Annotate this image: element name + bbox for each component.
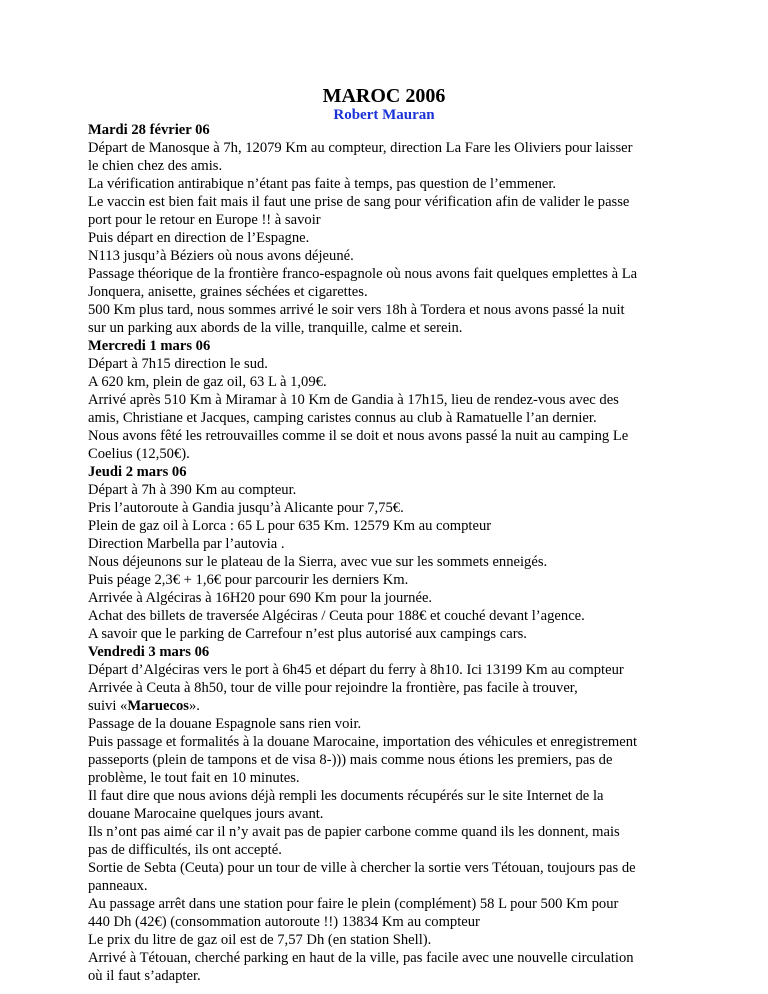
line-text: suivi «: [88, 698, 128, 714]
line-text: sur un parking aux abords de la ville, tranquille, calme et serein.: [88, 320, 463, 336]
text-line: [88, 589, 688, 607]
line-text: Arrivé après 510 Km à Miramar à 10 Km de Gandia à 17h15, lieu de rendez-vous avec des: [88, 392, 619, 408]
day-heading: [88, 643, 688, 661]
document-title: MAROC 2006: [322, 85, 446, 107]
text-line: [88, 823, 688, 841]
line-text: Le vaccin est bien fait mais il faut une prise de sang pour vérification afin de valider le passe: [88, 194, 630, 210]
text-line: [88, 877, 688, 895]
text-line: [88, 481, 688, 499]
text-line: [88, 751, 688, 769]
text-line: [88, 859, 688, 877]
day-heading: [88, 337, 688, 355]
line-text: Ils n’ont pas aimé car il n’y avait pas de papier carbone comme quand ils les donnent, mais: [88, 824, 620, 840]
text-line: [88, 661, 688, 679]
line-text: Puis passage et formalités à la douane Marocaine, importation des véhicules et enregistrement: [88, 734, 638, 750]
line-text: Achat des billets de traversée Algéciras / Ceuta pour 188€ et couché devant l’agence.: [88, 608, 585, 624]
line-text: problème, le tout fait en 10 minutes.: [88, 770, 300, 786]
line-text: Jeudi 2 mars 06: [88, 464, 187, 480]
text-line: [88, 157, 688, 175]
text-line: [88, 499, 688, 517]
text-line: [88, 229, 688, 247]
text-line: [88, 211, 688, 229]
text-line: [88, 319, 688, 337]
line-text: Départ à 7h15 direction le sud.: [88, 356, 268, 372]
line-text: le chien chez des amis.: [88, 158, 223, 174]
line-text-after: ».: [188, 698, 200, 714]
text-line: [88, 445, 688, 463]
text-line: [88, 625, 688, 643]
line-text: N113 jusqu’à Béziers où nous avons déjeuné.: [88, 248, 354, 264]
text-line: [88, 427, 688, 445]
text-line: [88, 517, 688, 535]
line-text: Départ de Manosque à 7h, 12079 Km au compteur, direction La Fare les Oliviers pour laisser: [88, 140, 633, 156]
line-text: Arrivée à Algéciras à 16H20 pour 690 Km pour la journée.: [88, 590, 433, 606]
line-text: douane Marocaine quelques jours avant.: [88, 806, 324, 822]
line-text: Sortie de Sebta (Ceuta) pour un tour de ville à chercher la sortie vers Tétouan, toujours pas de: [88, 860, 636, 876]
line-text: Au passage arrêt dans une station pour faire le plein (complément) 58 L pour 500 Km pour: [88, 896, 619, 912]
line-text: pas de difficultés, ils ont accepté.: [88, 842, 282, 858]
line-text: Passage de la douane Espagnole sans rien voir.: [88, 716, 362, 732]
line-text: Pris l’autoroute à Gandia jusqu’à Alicante pour 7,75€.: [88, 500, 404, 516]
line-text: où il faut s’adapter.: [88, 968, 201, 984]
text-line: [88, 931, 688, 949]
line-text: Arrivé à Tétouan, cherché parking en haut de la ville, pas facile avec une nouvelle circulation: [88, 950, 634, 966]
text-line: [88, 679, 688, 697]
text-line: [88, 949, 688, 967]
line-text: Arrivée à Ceuta à 8h50, tour de ville pour rejoindre la frontière, pas facile à trouver,: [88, 680, 578, 696]
text-line: [88, 301, 688, 319]
text-line: [88, 769, 688, 787]
line-text: port pour le retour en Europe !! à savoir: [88, 212, 321, 228]
text-line: [88, 265, 688, 283]
text-line: [88, 139, 688, 157]
line-text: Mercredi 1 mars 06: [88, 338, 211, 354]
text-line: [88, 409, 688, 427]
line-text: 440 Dh (42€) (consommation autoroute !!) 13834 Km au compteur: [88, 914, 480, 930]
document-body: [88, 121, 688, 985]
text-line: [88, 247, 688, 265]
line-text: passeports (plein de tampons et de visa 8-))) mais comme nous étions les premiers, pas de: [88, 752, 613, 768]
text-line: [88, 895, 688, 913]
line-text: Passage théorique de la frontière franco-espagnole où nous avons fait quelques emplettes à La: [88, 266, 638, 282]
text-line: [88, 697, 688, 715]
line-text: Mardi 28 février 06: [88, 122, 210, 138]
line-text: amis, Christiane et Jacques, camping caristes connus au club à Ramatuelle l’an dernier.: [88, 410, 597, 426]
text-line: [88, 553, 688, 571]
day-heading: [88, 121, 688, 139]
text-line: [88, 391, 688, 409]
text-line: [88, 715, 688, 733]
line-text: Nous déjeunons sur le plateau de la Sierra, avec vue sur les sommets enneigés.: [88, 554, 548, 570]
text-line: [88, 913, 688, 931]
text-line: [88, 967, 688, 985]
text-line: [88, 787, 688, 805]
line-text: Le prix du litre de gaz oil est de 7,57 Dh (en station Shell).: [88, 932, 432, 948]
text-line: [88, 571, 688, 589]
day-heading: [88, 463, 688, 481]
line-text: La vérification antirabique n’étant pas faite à temps, pas question de l’emmener.: [88, 176, 557, 192]
text-line: [88, 175, 688, 193]
text-line: [88, 607, 688, 625]
line-text: Coelius (12,50€).: [88, 446, 190, 462]
line-text: 500 Km plus tard, nous sommes arrivé le soir vers 18h à Tordera et nous avons passé la nuit: [88, 302, 625, 318]
line-text: Départ à 7h à 390 Km au compteur.: [88, 482, 297, 498]
line-text: panneaux.: [88, 878, 148, 894]
line-text: Plein de gaz oil à Lorca : 65 L pour 635 Km. 12579 Km au compteur: [88, 518, 492, 534]
line-text: Jonquera, anisette, graines séchées et cigarettes.: [88, 284, 368, 300]
line-text: Direction Marbella par l’autovia .: [88, 536, 285, 552]
line-text: Nous avons fêté les retrouvailles comme il se doit et nous avons passé la nuit au camping Le: [88, 428, 629, 444]
text-line: [88, 355, 688, 373]
text-line: [88, 373, 688, 391]
text-line: [88, 193, 688, 211]
author-name: Robert Mauran: [333, 107, 435, 123]
line-text: Il faut dire que nous avions déjà rempli les documents récupérés sur le site Internet de la: [88, 788, 604, 804]
line-text: A 620 km, plein de gaz oil, 63 L à 1,09€.: [88, 374, 327, 390]
text-line: [88, 283, 688, 301]
line-text: Puis péage 2,3€ + 1,6€ pour parcourir les derniers Km.: [88, 572, 409, 588]
line-emphasis: Maruecos: [127, 698, 189, 714]
line-text: Vendredi 3 mars 06: [88, 644, 210, 660]
text-line: [88, 535, 688, 553]
text-line: [88, 733, 688, 751]
text-line: [88, 841, 688, 859]
line-text: Puis départ en direction de l’Espagne.: [88, 230, 310, 246]
line-text: Départ d’Algéciras vers le port à 6h45 et départ du ferry à 8h10. Ici 13199 Km au compteur: [88, 662, 624, 678]
line-text: A savoir que le parking de Carrefour n’est plus autorisé aux campings cars.: [88, 626, 527, 642]
text-line: [88, 805, 688, 823]
